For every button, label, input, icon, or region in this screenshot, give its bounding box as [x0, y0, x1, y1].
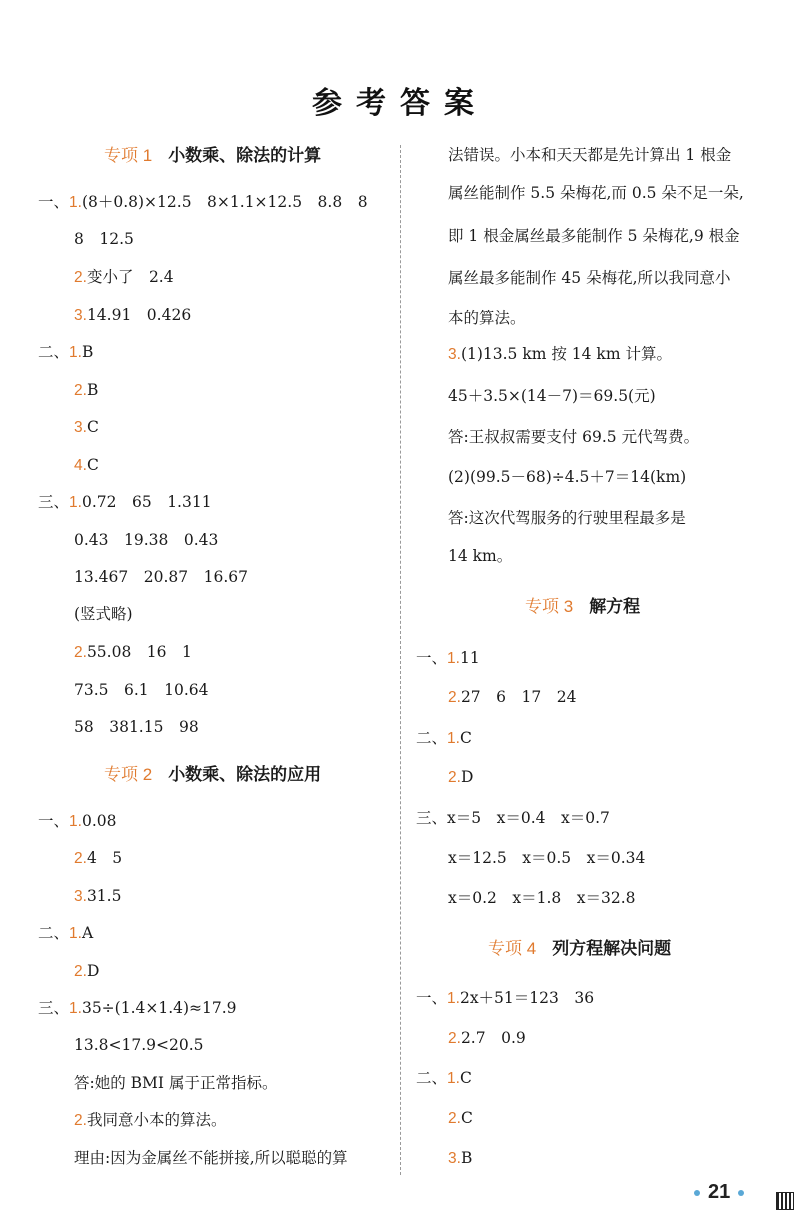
section-heading-2 [104, 764, 321, 786]
answer-line: 73.5 6.1 10.64 [74, 681, 209, 699]
section-heading-4 [488, 938, 671, 960]
answer-line: 2.D [74, 962, 100, 980]
answer-line: 二、1.C [416, 1069, 472, 1087]
dot-icon [694, 1190, 700, 1196]
answer-line: 一、1.2x＋51＝123 36 [416, 989, 595, 1007]
answer-line: 二、1.A [38, 924, 94, 942]
answer-line: 14 km。 [448, 547, 513, 565]
section-tag: 专项 4 [488, 939, 537, 958]
answer-line: 二、1.B [38, 343, 94, 361]
answer-line: 法错误。小本和天天都是先计算出 1 根金 [448, 146, 732, 164]
answer-line: 属丝最多能制作 45 朵梅花,所以我同意小 [448, 269, 731, 287]
answer-line: 4.C [74, 456, 99, 474]
answer-line: 一、1.0.08 [38, 812, 117, 830]
answer-line: 2.55.08 16 1 [74, 643, 192, 661]
answer-line: 三、x＝5 x＝0.4 x＝0.7 [416, 809, 610, 827]
section-name: 小数乘、除法的计算 [168, 146, 322, 166]
dot-icon [738, 1190, 744, 1196]
answer-line: 2.2.7 0.9 [448, 1029, 526, 1047]
answer-line: 2.C [448, 1109, 473, 1127]
section-heading-3 [525, 596, 640, 618]
answer-line: 2.4 5 [74, 849, 123, 867]
section-tag: 专项 1 [104, 146, 153, 165]
answer-line: 一、1.(8＋0.8)×12.5 8×1.1×12.5 8.8 8 [38, 193, 368, 211]
column-divider [400, 145, 401, 1175]
qr-code-icon [776, 1192, 794, 1210]
answer-line: 3.31.5 [74, 887, 122, 905]
answer-line: 本的算法。 [448, 309, 526, 327]
answer-line: 3.(1)13.5 km 按 14 km 计算。 [448, 345, 672, 363]
answer-line: 2.我同意小本的算法。 [74, 1111, 227, 1129]
answer-line: 二、1.C [416, 729, 472, 747]
page-title: 参考答案 [312, 86, 488, 121]
answer-line: 属丝能制作 5.5 朵梅花,而 0.5 朵不足一朵, [448, 184, 744, 202]
answer-line: 理由:因为金属丝不能拼接,所以聪聪的算 [74, 1149, 348, 1167]
answer-line: 答:这次代驾服务的行驶里程最多是 [448, 509, 686, 527]
answer-line: 即 1 根金属丝最多能制作 5 朵梅花,9 根金 [448, 227, 740, 245]
answer-line: (竖式略) [74, 605, 133, 623]
answer-line: 3.B [448, 1149, 473, 1167]
answer-line: 2.D [448, 768, 474, 786]
answer-line: 答:她的 BMI 属于正常指标。 [74, 1074, 278, 1092]
section-name: 列方程解决问题 [552, 939, 672, 959]
answer-line: 一、1.11 [416, 649, 480, 667]
answer-line: 三、1.0.72 65 1.311 [38, 493, 212, 511]
section-name: 解方程 [589, 597, 641, 617]
answer-line: 8 12.5 [74, 230, 134, 248]
answer-line: 2.B [74, 381, 99, 399]
answer-line: 答:王叔叔需要支付 69.5 元代驾费。 [448, 428, 700, 446]
answer-line: 2.变小了 2.4 [74, 268, 174, 286]
answer-line: 2.27 6 17 24 [448, 688, 577, 706]
answer-line: 58 381.15 98 [74, 718, 199, 736]
section-name: 小数乘、除法的应用 [168, 765, 322, 785]
section-heading-1 [104, 145, 321, 167]
answer-line: x＝0.2 x＝1.8 x＝32.8 [448, 889, 636, 907]
answer-line: 13.8<17.9<20.5 [74, 1036, 204, 1054]
answer-line: x＝12.5 x＝0.5 x＝0.34 [448, 849, 646, 867]
answer-line: 45＋3.5×(14－7)＝69.5(元) [448, 387, 656, 405]
section-tag: 专项 3 [525, 597, 574, 616]
section-tag: 专项 2 [104, 765, 153, 784]
answer-line: (2)(99.5－68)÷4.5＋7＝14(km) [448, 468, 687, 486]
answer-line: 三、1.35÷(1.4×1.4)≈17.9 [38, 999, 237, 1017]
answer-line: 13.467 20.87 16.67 [74, 568, 248, 586]
answer-line: 3.14.91 0.426 [74, 306, 192, 324]
answer-line: 3.C [74, 418, 99, 436]
page-number: 21 [686, 1181, 752, 1204]
answer-line: 0.43 19.38 0.43 [74, 531, 219, 549]
